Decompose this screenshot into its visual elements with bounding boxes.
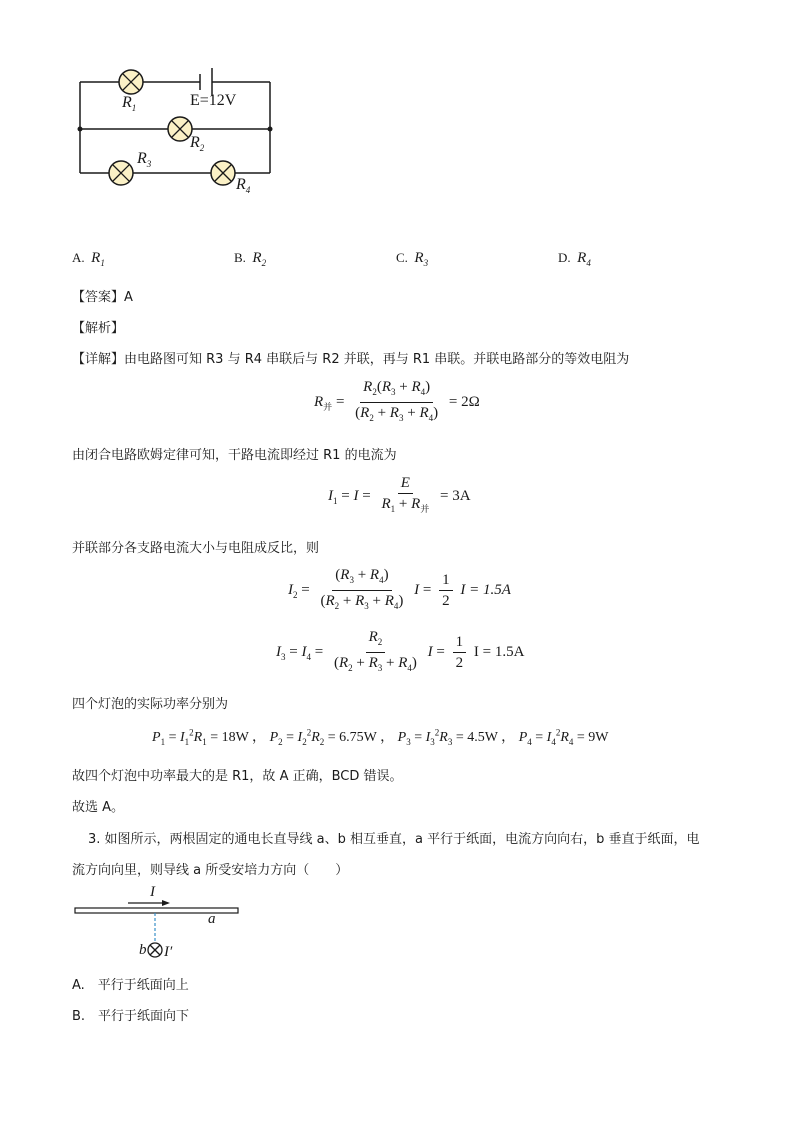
detail-line-4: 四个灯泡的实际功率分别为 (72, 697, 229, 712)
option-c[interactable]: C. $R_3$ (396, 250, 429, 268)
wire-diagram (70, 882, 250, 962)
bulb-r4-icon (211, 161, 235, 185)
fig-label-i: I (150, 884, 155, 900)
detail-line-5: 故四个灯泡中功率最大的是 R1，故 A 正确，BCD 错误。 (72, 769, 403, 784)
question3-line-2: 流方向向里，则导线 a 所受安培力方向（ ） (72, 863, 349, 878)
label-r4: $R_4$ (236, 176, 251, 196)
question3-option-b[interactable]: B. 平行于纸面向下 (72, 1009, 190, 1024)
label-r3: $R_3$ (137, 150, 152, 170)
detail-line-2: 由闭合电路欧姆定律可知，干路电流即经过 R1 的电流为 (72, 448, 397, 463)
equation-powers: $P_1 = I_1^2R_1 = 18W$ ， $P_2 = I_2^2R_2 = 6.75W$ ， $P_3 = I_3^2R_3 = 4.5W$ ， $P_4 = I_4^2R_4 = 9W$ (152, 727, 609, 747)
label-r1: $R_1$ (122, 94, 137, 114)
question3-line-1: 3. 如图所示，两根固定的通电长直导线 a、b 相互垂直，a 平行于纸面，电流方向向右，b 垂直于纸面，电 (88, 832, 700, 847)
bulb-r2-icon (168, 117, 192, 141)
fig-label-b: b (139, 942, 147, 958)
wire-b-into-page-icon (148, 943, 162, 957)
bulb-r3-icon (109, 161, 133, 185)
detail-line-3: 并联部分各支路电流大小与电阻成反比，则 (72, 541, 320, 556)
option-d[interactable]: D. $R_4$ (558, 250, 591, 268)
circuit-diagram (60, 60, 300, 210)
fig-label-a: a (208, 911, 216, 927)
bulb-r1-icon (119, 70, 143, 94)
detail-line-6: 故选 A。 (72, 800, 125, 815)
equation-i2: $I_2$ = $\frac{(R_3 + R_4)}{(R_2 + R_3 + R_4)}$ I = $\frac{1}{2}$ I = 1.5A (288, 567, 511, 611)
option-a[interactable]: A. $R_1$ (72, 250, 105, 268)
label-r2: $R_2$ (190, 134, 205, 154)
equation-i3-i4: $I_3 = I_4$ = $\frac{R_2}{(R_2 + R_3 + R_4)}$ I = $\frac{1}{2}$ I = 1.5A (276, 629, 525, 673)
label-emf: E=12V (190, 92, 237, 109)
option-b[interactable]: B. $R_2$ (234, 250, 267, 268)
question3-option-a[interactable]: A. 平行于纸面向上 (72, 978, 189, 993)
fig-label-iprime: I′ (164, 944, 173, 960)
analysis-tag: 【解析】 (72, 321, 125, 336)
equation-equivalent-resistance: $R_并$ = $\frac{R_2(R_3 + R_4)}{(R_2 + R_3 + R_4)}$ = 2Ω (314, 379, 480, 423)
equation-main-current: $I_1 = I$ = $\frac{E}{R_1 + R_并}$ = 3A (328, 475, 471, 515)
answer-line: 【答案】A (72, 290, 133, 305)
detail-line-1: 【详解】由电路图可知 R3 与 R4 串联后与 R2 并联，再与 R1 串联。并联电路部分的等效电阻为 (72, 352, 630, 367)
